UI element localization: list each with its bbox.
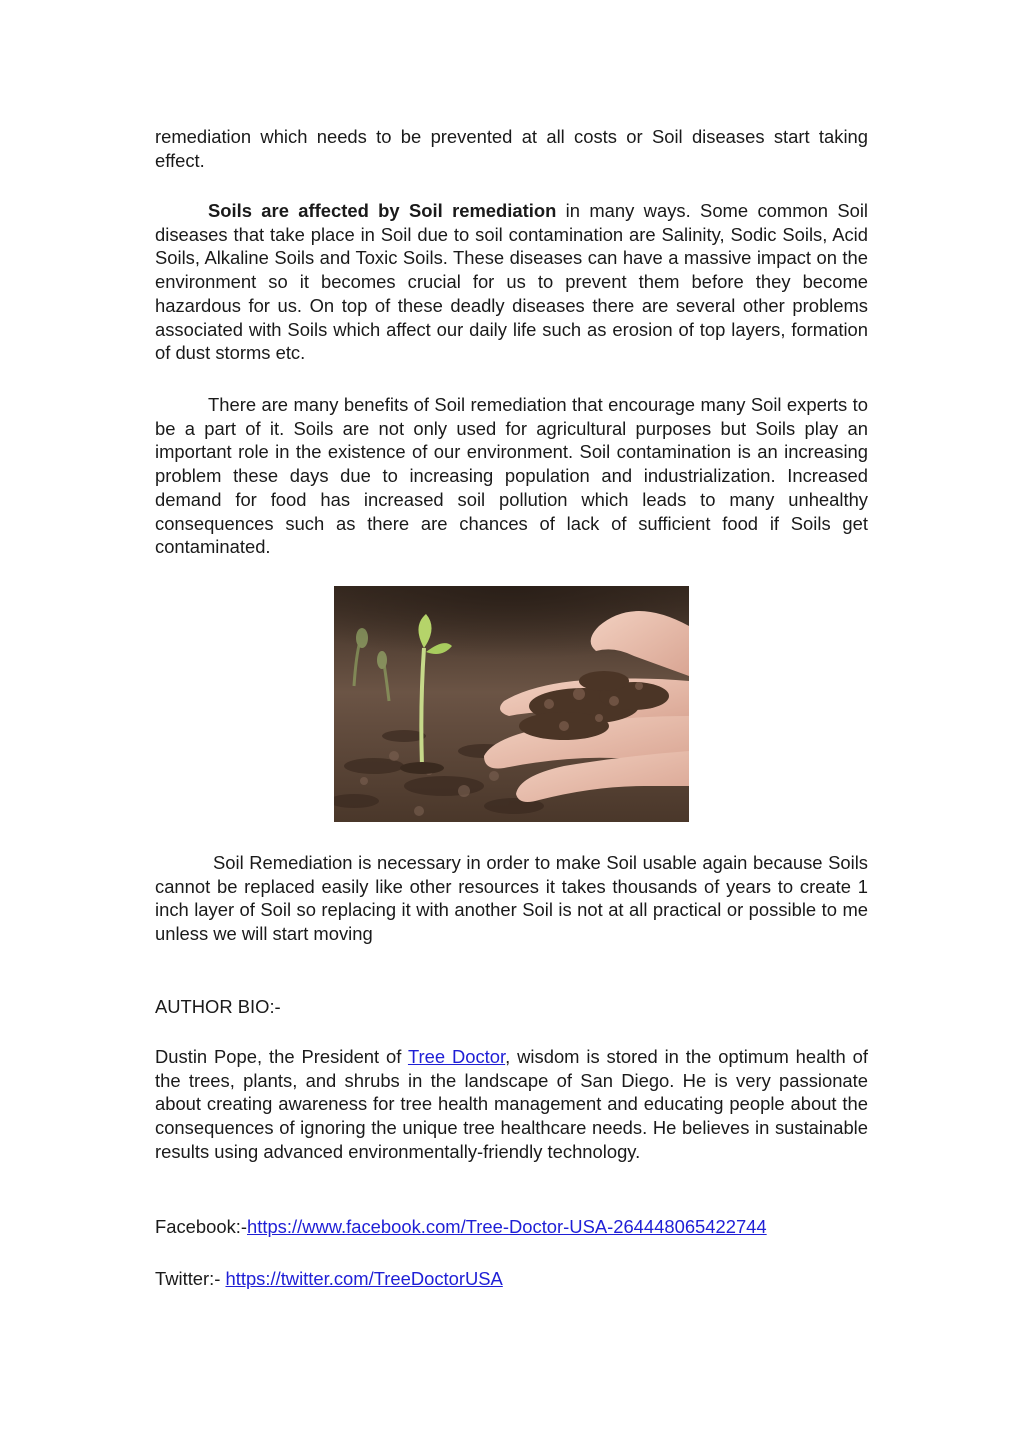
paragraph-text: Soil Remediation is necessary in order to make Soil usable again because Soils cannot be replaced easily like other resources it takes thousands of years to create 1 inch layer of Soil so replacing it with another Soil is not at all practical or possible to me unless we will start moving <box>155 852 868 945</box>
facebook-line <box>155 1215 868 1239</box>
twitter-link[interactable]: https://twitter.com/TreeDoctorUSA <box>225 1268 503 1289</box>
bio-before-link: Dustin Pope, the President of <box>155 1046 408 1067</box>
author-bio-heading <box>155 995 868 1019</box>
paragraph-soil-diseases <box>155 199 868 365</box>
paragraph-text: remediation which needs to be prevented at all costs or Soil diseases start taking effect. <box>155 126 868 171</box>
soil-hand-seedling-photo-icon <box>334 586 689 822</box>
paragraph-text <box>155 199 868 365</box>
paragraph-benefits <box>155 393 868 559</box>
bold-lead-phrase: Soils are affected by Soil remediation <box>208 200 557 221</box>
soil-hand-seedling-image <box>334 586 689 822</box>
facebook-link[interactable]: https://www.facebook.com/Tree-Doctor-USA-264448065422744 <box>247 1216 767 1237</box>
paragraph-necessity <box>155 851 868 946</box>
twitter-line <box>155 1267 868 1291</box>
heading-text: AUTHOR BIO:- <box>155 996 281 1017</box>
twitter-label: Twitter:- <box>155 1268 226 1289</box>
bio-after-link: , wisdom is stored in the optimum health of the trees, plants, and shrubs in the landscape of San Diego. He is very passionate about creating awareness for tree health management and educating people about the consequences of ignoring the unique tree healthcare needs. He believes in sustainable results using advanced environmentally-friendly technology. <box>155 1046 869 1162</box>
facebook-label: Facebook:- <box>155 1216 247 1237</box>
paragraph-intro-continuation <box>155 125 868 172</box>
tree-doctor-link[interactable]: Tree Doctor <box>407 1046 506 1067</box>
social-text <box>155 1267 868 1291</box>
paragraph-text: There are many benefits of Soil remediation that encourage many Soil experts to be a part of it. Soils are not only used for agricultural purposes but Soils play an important role in the existence of our environment. Soil contamination is an increasing problem these days due to increasing population and industrialization. Increased demand for food has increased soil pollution which leads to many unhealthy consequences such as there are chances of lack of sufficient food if Soils get contaminated. <box>155 394 868 558</box>
social-text <box>155 1215 868 1239</box>
paragraph-text <box>155 1045 868 1164</box>
author-bio <box>155 1045 868 1164</box>
paragraph-body: in many ways. Some common Soil diseases that take place in Soil due to soil contamination are Salinity, Sodic Soils, Acid Soils, Alkaline Soils and Toxic Soils. These diseases can have a massive impact on the environment so it becomes crucial for us to prevent them before they become hazardous for us. On top of these deadly diseases there are several other problems associated with Soils which affect our daily life such as erosion of top layers, formation of dust storms etc. <box>155 200 868 364</box>
